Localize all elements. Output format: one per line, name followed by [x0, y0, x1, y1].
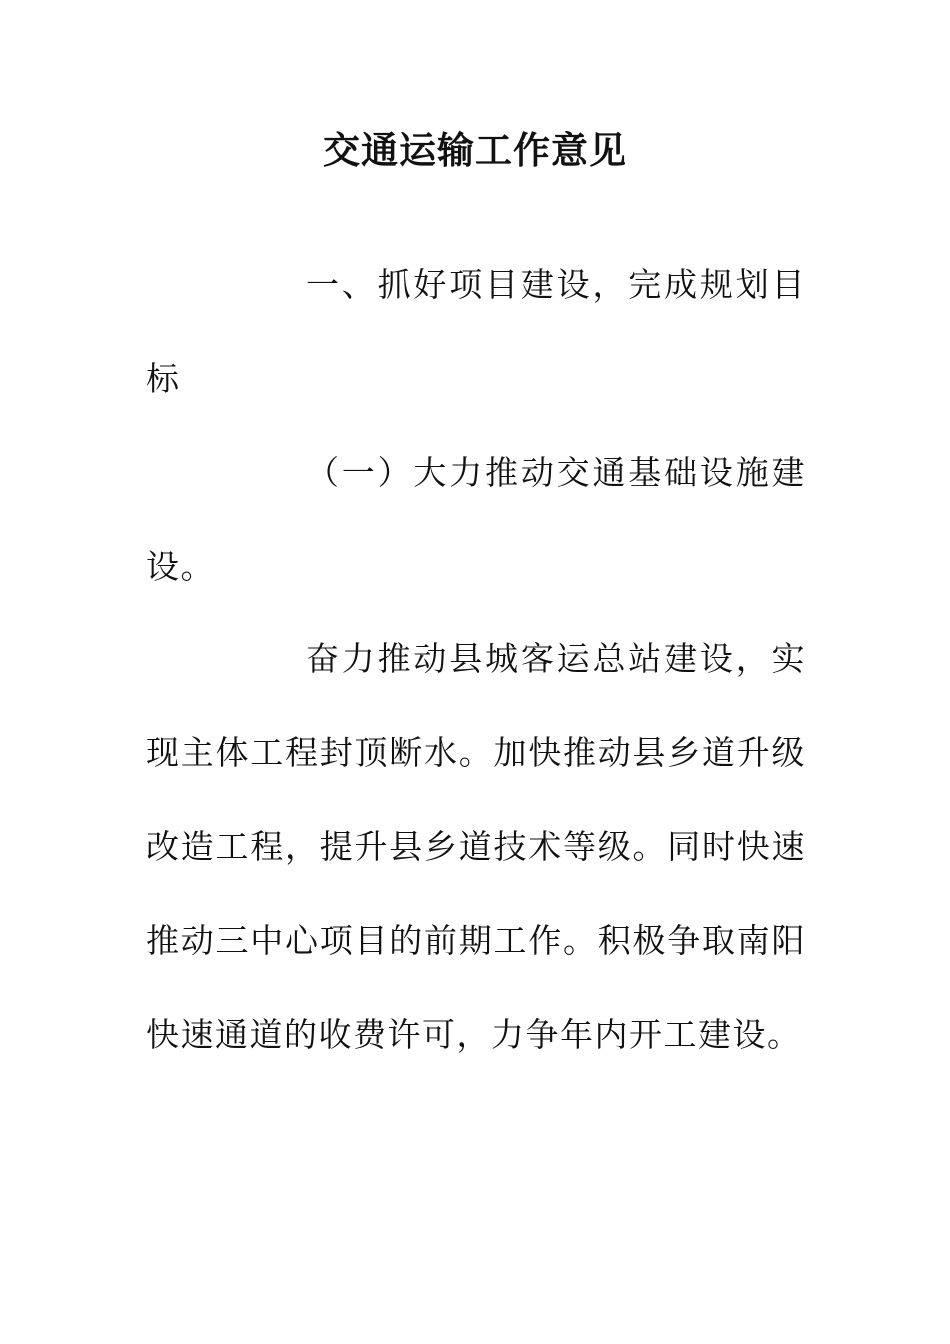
- body-paragraph: 奋力推动县城客运总站建设，实现主体工程封顶断水。加快推动县乡道升级改造工程，提升县乡道技术等级。同时快速推动三中心项目的前期工作。积极争取南阳快速通道的收费许可，力争年内开工建设。: [146, 639, 806, 1054]
- document-title: 交通运输工作意见: [323, 128, 627, 172]
- section-heading: 一、抓好项目建设，完成规划目标: [146, 265, 806, 398]
- subsection-heading: （一）大力推动交通基础设施建设。: [146, 453, 806, 586]
